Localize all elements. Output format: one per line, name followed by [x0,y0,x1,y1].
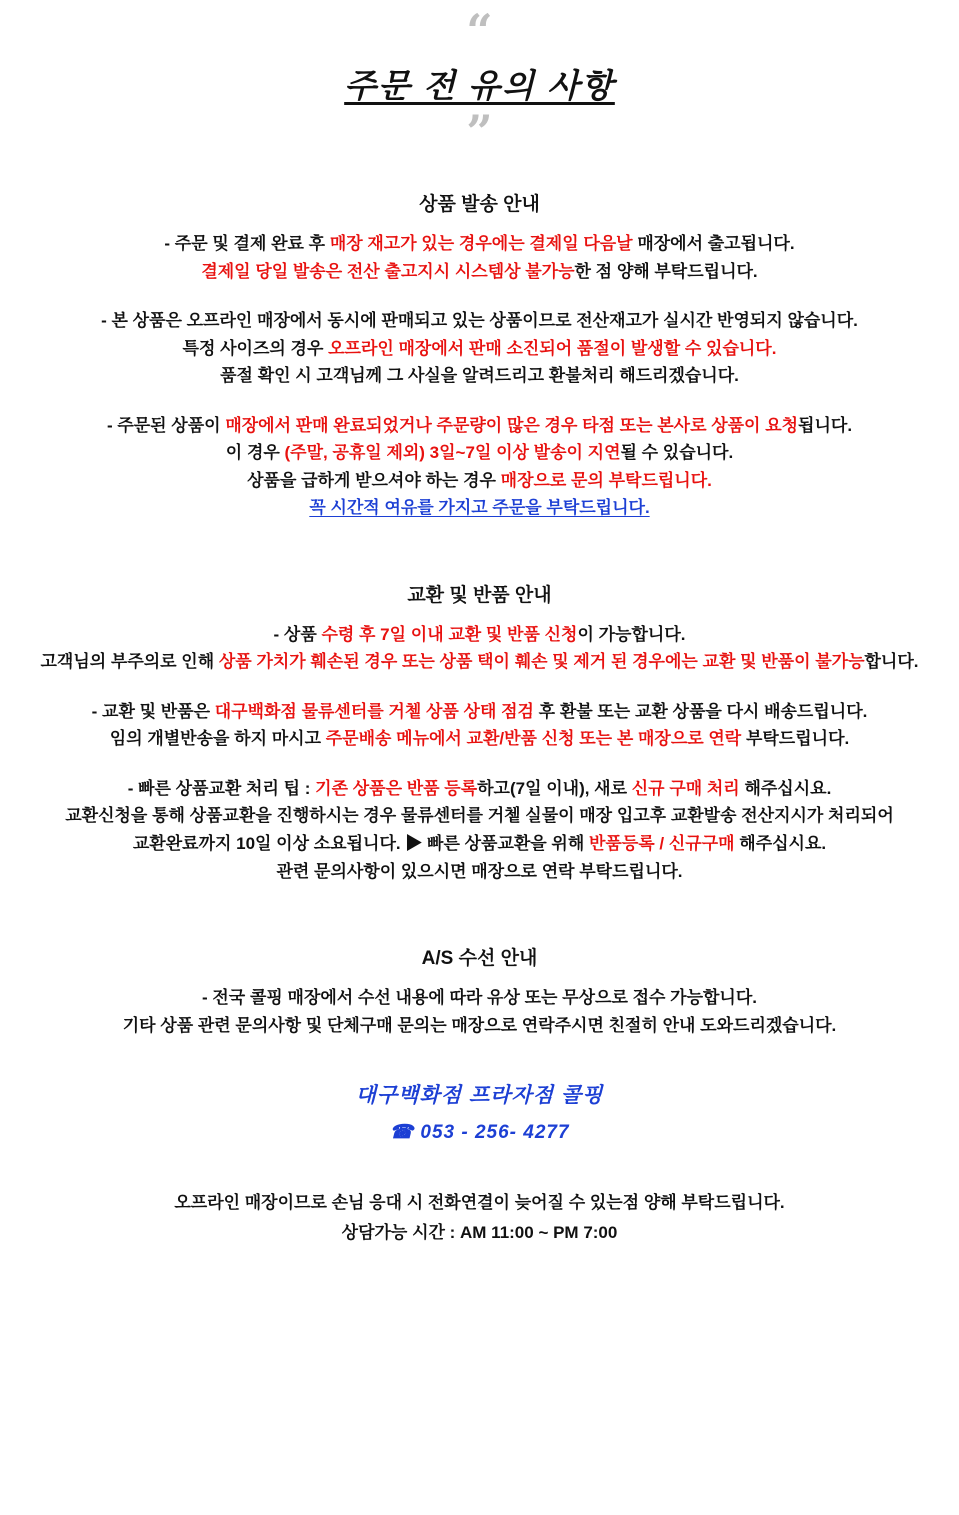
notice-line: 교환완료까지 10일 이상 소요됩니다. ▶ 빠른 상품교환을 위해 반품등록 / 신규구매 해주십시요. [132,833,827,853]
notice-line: 고객님의 부주의로 인해 상품 가치가 훼손된 경우 또는 상품 택이 훼손 및 제거 된 경우에는 교환 및 반품이 불가능합니다. [40,652,919,672]
notice-line: - 주문 및 결제 완료 후 매장 재고가 있는 경우에는 결제일 다음날 매장에서 출고됩니다. [164,234,795,253]
section-title: 상품 발송 안내 [419,194,540,215]
notice-paragraph [0,230,959,285]
notice-line: - 전국 콜핑 매장에서 수선 내용에 따라 유상 또는 무상으로 접수 가능합니다. [202,988,757,1008]
quote-open-mark: “ [466,4,493,58]
notice-paragraph [0,621,959,676]
notice-paragraph [0,412,959,522]
notice-section [0,943,959,1039]
notice-line: 기타 상품 관련 문의사항 및 단체구매 문의는 매장으로 연락주시면 친절히 안내 도와드리겠습니다. [122,1015,837,1035]
notice-section [0,580,959,885]
notice-paragraph [0,698,959,753]
notice-paragraph [0,775,959,885]
notice-line: - 상품 수령 후 7일 이내 교환 및 반품 신청이 가능합니다. [273,624,686,644]
store-name: 대구백화점 프라자점 콜핑 [355,1084,604,1108]
notice-line: - 교환 및 반품은 대구백화점 물류센터를 거쳍 상품 상태 점검 후 환불 또는 교환 상품을 다시 배송드립니다. [91,701,868,721]
notice-line: - 주문된 상품이 매장에서 판매 완료되었거나 주문량이 많은 경우 타점 또는 본사로 상품이 요청됩니다. [106,415,853,435]
section-title: 교환 및 반품 안내 [407,584,552,606]
notice-line: - 본 상품은 오프라인 매장에서 동시에 판매되고 있는 상품이므로 전산재고가 실시간 반영되지 않습니다. [101,311,858,331]
notice-line: 이 경우 (주말, 공휴일 제외) 3일~7일 이상 발송이 지연될 수 있습니다. [225,443,734,463]
notice-line: 결제일 당일 발송은 전산 출고지시 시스템상 불가능한 점 양해 부탁드립니다. [201,261,758,281]
notice-line: 상품을 급하게 받으셔야 하는 경우 매장으로 문의 부탁드립니다. [247,470,712,490]
footer-notice-text: 오프라인 매장이므로 손님 응대 시 전화연결이 늦어질 수 있는점 양해 부탁드립니다. [174,1193,785,1213]
store-phone: ☎ 053 - 256- 4277 [389,1122,570,1144]
notice-section [0,189,959,522]
notice-line: 교환신청을 통해 상품교환을 진행하시는 경우 물류센터를 거쳍 실물이 매장 입고후 교환발송 전산지시가 처리되어 [65,806,894,826]
notice-line: - 빠른 상품교환 처리 팁 : 기존 상품은 반품 등록하고(7일 이내), 새로 신규 구매 처리 해주십시요. [127,778,832,798]
sections-container [0,189,959,1039]
notice-line: 관련 문의사항이 있으시면 매장으로 연락 부탁드립니다. [276,861,683,881]
footer-notice [0,1188,959,1266]
store-info [0,1079,959,1144]
notice-line: 임의 개별반송을 하지 마시고 주문배송 메뉴에서 교환/반품 신청 또는 본 매장으로 연락 부탁드립니다. [109,729,850,749]
notice-line: 특정 사이즈의 경우 오프라인 매장에서 판매 소진되어 품절이 발생할 수 있습니다. [182,338,777,358]
quote-close-mark: ” [466,105,493,159]
notice-paragraph [0,307,959,390]
page-title: 주문 전 유의 사항 [344,67,615,104]
section-title: A/S 수선 안내 [421,948,538,970]
footer-hours-text: 상담가능 시간 : AM 11:00 ~ PM 7:00 [341,1222,618,1242]
notice-line: 품절 확인 시 고객님께 그 사실을 알려드리고 환불처리 해드리겠습니다. [220,366,739,386]
notice-line-highlight: 꼭 시간적 여유를 가지고 주문을 부탁드립니다. [309,498,650,518]
notice-paragraph [0,984,959,1039]
